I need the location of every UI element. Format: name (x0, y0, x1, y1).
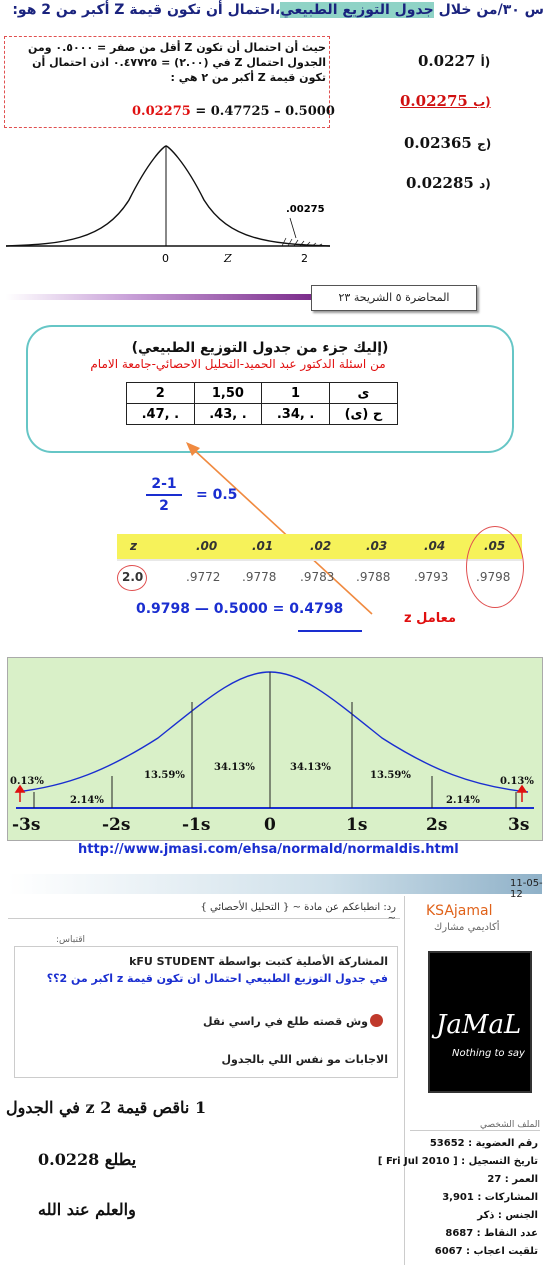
result-value: 0.02275 (132, 104, 191, 119)
z-head-05: .05 (484, 539, 506, 553)
source-link[interactable]: http://www.jmasi.com/ehsa/normald/normaldis.html (78, 842, 459, 857)
option-b-value: 0.02275 (400, 92, 468, 110)
profile-row: عدد النقاط : 8687 (445, 1228, 538, 1239)
question-suffix: ،احتمال أن تكون قيمة Z أكبر من 2 هو: (12, 2, 281, 18)
pointer-arrow (180, 440, 380, 620)
axis-label-0: 0 (162, 252, 169, 265)
z-head-02: .02 (310, 539, 332, 553)
option-a-letter: أ) (480, 55, 491, 69)
profile-row: المشاركات : 3,901 (442, 1192, 538, 1203)
z-head-01: .01 (252, 539, 274, 553)
question-prefix: س ٣٠/من خلال (433, 2, 544, 18)
answer-line: والعلم عند الله (38, 1200, 136, 1219)
highlight-circle (117, 565, 147, 591)
table-cell: .47, . (127, 404, 195, 425)
table-cell: 2 (127, 383, 195, 404)
forum-post-header (8, 874, 542, 894)
option-c-value: 0.02365 (404, 134, 472, 152)
result-expression: = 0.47725 – 0.5000 (190, 104, 335, 119)
fraction-result: = 0.5 (196, 487, 238, 503)
table-cell: .34, . (262, 404, 330, 425)
partial-table-title: (إليك جزء من جدول التوزيع الطبيعي) (131, 340, 389, 356)
percent-label: 13.59% (144, 770, 185, 781)
quote-question: في جدول التوزيع الطبيعي احتمال ان تكون قيمة z اكبر من 2؟؟ (46, 972, 388, 985)
option-b[interactable] (400, 92, 491, 110)
calculation-underline (298, 630, 362, 632)
z-head-00: .00 (196, 539, 218, 553)
percent-label: 2.14% (446, 795, 480, 806)
fraction-denominator: 2 (159, 498, 169, 514)
table-cell: ى (329, 383, 397, 404)
option-c-letter: ج) (477, 137, 492, 151)
table-cell: 1 (262, 383, 330, 404)
z-cell: .9793 (414, 570, 449, 584)
z-cell: .9788 (356, 570, 391, 584)
profile-row: تاريخ التسجيل : [ Fri Jul 2010 ] (377, 1156, 538, 1167)
stop-sign-icon (370, 1014, 383, 1027)
small-bell-curve (4, 140, 334, 266)
axis-tick: 1s (346, 815, 368, 835)
answer-line: 1 ناقص قيمة 2 z في الجدول (6, 1098, 207, 1117)
tail-annotation: .00275 (286, 204, 325, 215)
percent-label: 13.59% (370, 770, 411, 781)
question-highlight: جدول التوزيع الطبيعي (280, 2, 434, 18)
partial-table (126, 382, 398, 425)
slide-label: المحاضرة ٥ الشريحة ٢٣ (311, 285, 477, 311)
option-d-value: 0.02285 (406, 174, 474, 192)
gradient-divider (6, 294, 316, 300)
z-table-divider (117, 559, 522, 561)
percent-label: 34.13% (214, 762, 255, 773)
z-cell: .9778 (242, 570, 277, 584)
z-coefficient-label: معامل z (404, 611, 457, 626)
partial-table-source: من اسئلة الدكتور عبد الحميد-التحليل الاحصائي-جامعة الامام (90, 357, 386, 371)
profile-row: رقم العضوية : 53652 (429, 1138, 538, 1149)
z-row-label: 2.0 (122, 570, 144, 584)
axis-tick: -1s (182, 815, 211, 835)
z-head-04: .04 (424, 539, 446, 553)
percent-label: 0.13% (10, 776, 44, 787)
user-title: أكاديمي مشارك (434, 922, 500, 933)
table-cell: .43, . (194, 404, 262, 425)
post-title: رد: انطباعكم عن مادة ~ { التحليل الأحصائي } ~ (200, 902, 396, 924)
option-c[interactable] (404, 134, 491, 152)
question-title (4, 2, 544, 24)
axis-tick: 2s (426, 815, 448, 835)
percent-label: 0.13% (500, 776, 534, 787)
option-d-letter: د) (479, 177, 491, 191)
post-date: 11-05-12 (510, 878, 543, 900)
highlight-circle (466, 526, 524, 608)
axis-tick: -3s (12, 815, 41, 835)
axis-label-2: 2 (301, 252, 308, 265)
axis-tick: -2s (102, 815, 131, 835)
axis-label-z: Z (224, 252, 232, 265)
quote-author: المشاركة الأصلية كتبت بواسطة kFU STUDENT (129, 955, 388, 968)
z-head-03: .03 (366, 539, 388, 553)
quote-reply: وش قصته طلع في راسي نقل (203, 1015, 368, 1028)
option-b-letter: ب) (473, 95, 491, 109)
z-cell: .9772 (186, 570, 221, 584)
z-cell: .9798 (476, 570, 511, 584)
profile-header: الملف الشخصي (410, 1120, 540, 1131)
profile-row: تلقيت اعجاب : 6067 (434, 1246, 538, 1257)
z-cell: .9783 (300, 570, 335, 584)
option-a-value: 0.0227 (418, 52, 476, 70)
axis-tick: 0 (264, 815, 276, 835)
avatar-name: JaMaL (436, 1010, 522, 1040)
axis-tick: 3s (508, 815, 530, 835)
percent-label: 34.13% (290, 762, 331, 773)
table-row (127, 404, 398, 425)
profile-row: الجنس : ذكر (477, 1210, 538, 1221)
option-a[interactable] (418, 52, 490, 70)
calculation-line: 0.9798 — 0.5000 = 0.4798 (136, 601, 344, 617)
z-head-z: z (130, 539, 137, 553)
table-cell: ح (ى) (329, 404, 397, 425)
explanation-text: حيث أن احتمال أن تكون Z أقل من صفر = ٠.٥٠٠٠ ومن الجدول احتمال Z في (٢.٠٠) = ٠.٤٧٧٢٥ اذن احتمال أن تكون قيمة Z أكبر من ٢ هي : (28, 41, 326, 84)
percent-label: 2.14% (70, 795, 104, 806)
username-link[interactable]: KSAjamal (426, 903, 493, 919)
fraction-bar (146, 494, 182, 496)
table-cell: 1,50 (194, 383, 262, 404)
normal-distribution-diagram (8, 658, 542, 840)
table-row (127, 383, 398, 404)
explanation-result (132, 104, 335, 119)
quote-label: اقتباس: (56, 935, 85, 945)
avatar-caption: Nothing to say (452, 1048, 525, 1059)
option-d[interactable] (406, 174, 491, 192)
fraction-numerator: 2-1 (151, 476, 177, 492)
quote-last-line: الاجابات مو نفس اللي بالجدول (221, 1053, 388, 1066)
answer-line: يطلع 0.0228 (38, 1150, 137, 1169)
profile-row: العمر : 27 (487, 1174, 538, 1185)
